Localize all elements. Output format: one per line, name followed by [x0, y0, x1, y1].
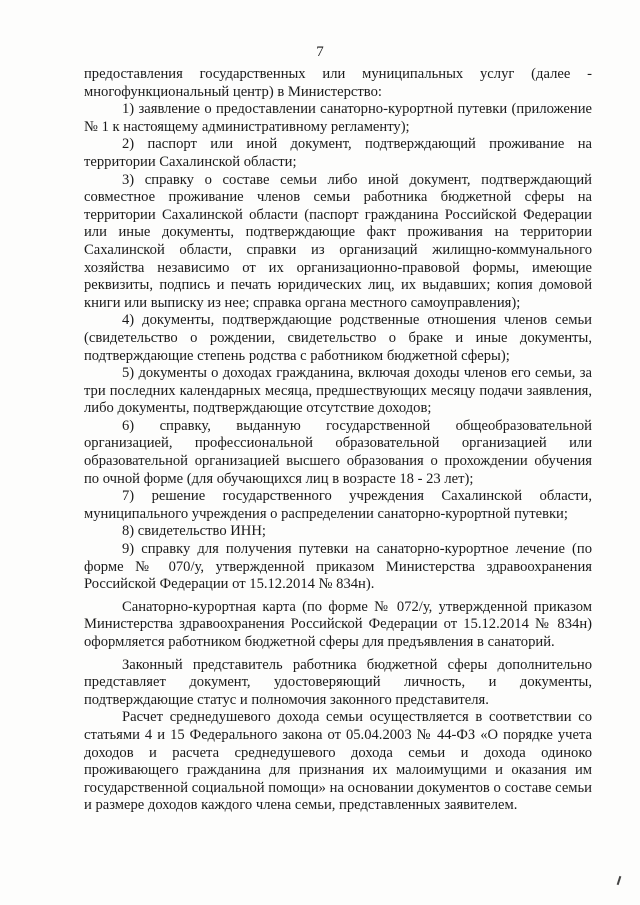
list-item-1: 1) заявление о предоставлении санаторно-курортной путевки (приложение № 1 к настоящему административному регламенту); [84, 101, 592, 135]
list-item-6: 6) справку, выданную государственной общеобразовательной организацией, профессиональной образовательной организацией или образовательной организацией высшего образования о прохождении обучения по очной форме (для обучающихся лиц в возрасте 18 - 23 лет); [84, 417, 592, 487]
page-number: 7 [316, 44, 324, 60]
paragraph-continuation: предоставления государственных или муниципальных услуг (далее - многофункциональный центр) в Министерство: [84, 66, 592, 100]
paragraph-legal-representative: Законный представитель работника бюджетной сферы дополнительно представляет документ, удостоверяющий личность, и документы, подтверждающие статус и полномочия законного представителя. [84, 656, 592, 708]
paragraph-income-calculation: Расчет среднедушевого дохода семьи осуществляется в соответствии со статьями 4 и 15 Федерального закона от 05.04.2003 № 44-ФЗ «О порядке учета доходов и расчета среднедушевого дохода семьи и дохода одиноко проживающего гражданина для признания их малоимущими и оказания им государственной социальной помощи» на основании документов о составе семьи и размере доходов каждого члена семьи, представленных заявителем. [84, 709, 592, 814]
list-item-4: 4) документы, подтверждающие родственные отношения членов семьи (свидетельство о рождении, свидетельство о браке и иные документы, подтверждающие степень родства с работником бюджетной сферы); [84, 312, 592, 364]
list-item-2: 2) паспорт или иной документ, подтверждающий проживание на территории Сахалинской области; [84, 136, 592, 170]
paragraph-resort-card: Санаторно-курортная карта (по форме № 072/у, утвержденной приказом Министерства здравоохранения Российской Федерации от 15.12.2014 № 834н) оформляется работником бюджетной сферы для предъявления в санаторий. [84, 598, 592, 650]
list-item-9: 9) справку для получения путевки на санаторно-курортное лечение (по форме № 070/у, утвержденной приказом Министерства здравоохранения Российской Федерации от 15.12.2014 № 834н). [84, 541, 592, 593]
list-item-7: 7) решение государственного учреждения Сахалинской области, муниципального учреждения о распределении санаторно-курортной путевки; [84, 488, 592, 522]
scan-mark [617, 876, 622, 885]
document-body [84, 66, 592, 815]
list-item-5: 5) документы о доходах гражданина, включая доходы членов его семьи, за три последних календарных месяца, предшествующих месяцу подачи заявления, либо документы, подтверждающие отсутствие доходов; [84, 365, 592, 417]
list-item-8: 8) свидетельство ИНН; [122, 523, 266, 540]
list-item-3: 3) справку о составе семьи либо иной документ, подтверждающий совместное проживание членов семьи работника бюджетной сферы на территории Сахалинской области (паспорт гражданина Российской Федерации или иные документы, подтверждающие факт проживания на территории Сахалинской области, справки из организаций жилищно-коммунального хозяйства независимо от их организационно-правовой формы, имеющие реквизиты, подпись и печать юридических лиц, их выдавших; копия домовой книги или выписку из нее; справка органа местного самоуправления); [84, 171, 592, 311]
